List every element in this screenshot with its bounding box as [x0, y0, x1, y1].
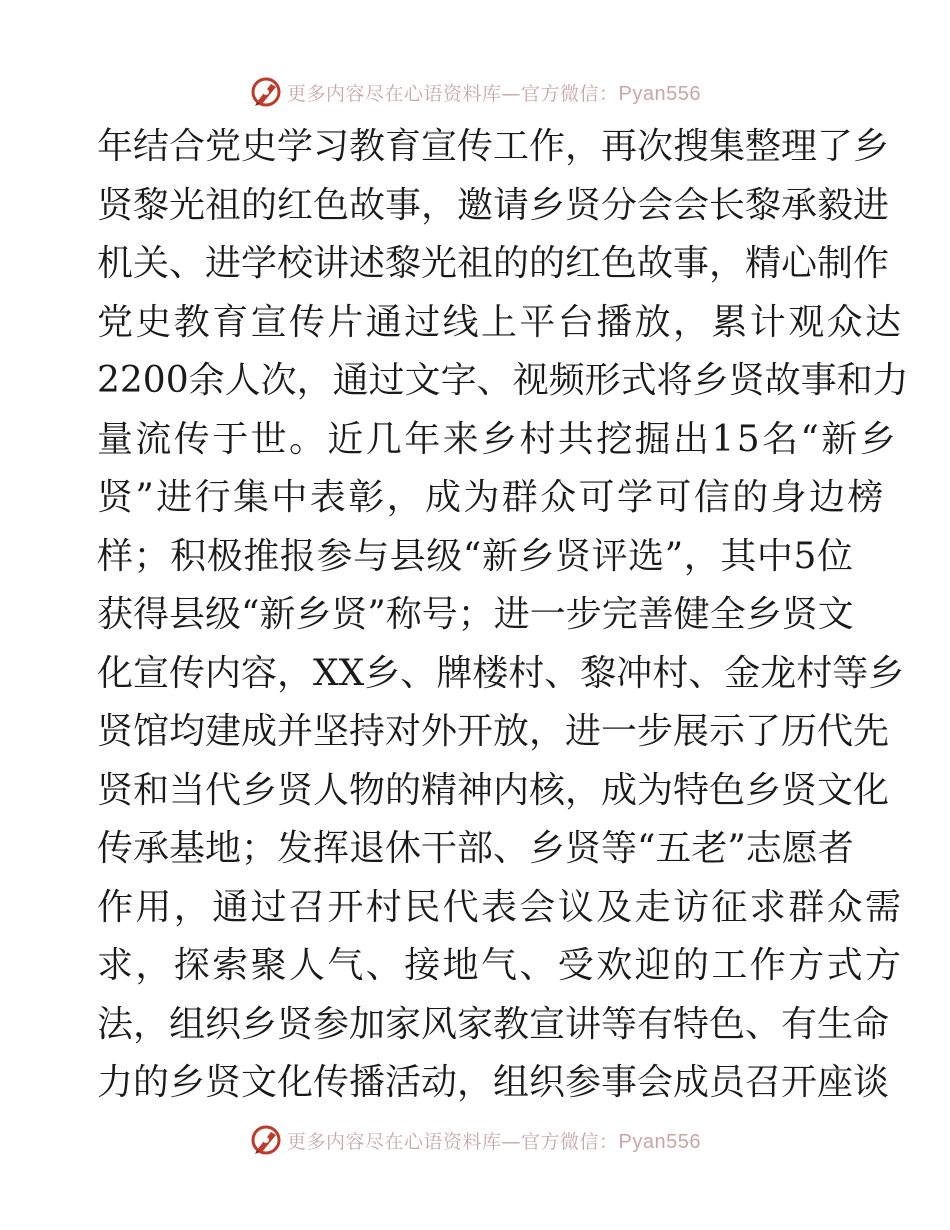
text-line: 贤馆均建成并坚持对外开放，进一步展示了历代先 [97, 711, 890, 752]
text-line: 力的乡贤文化传播活动，组织参事会成员召开座谈 [97, 1062, 890, 1103]
watermark-text [287, 1127, 701, 1154]
text-line: 贤黎光祖的红色故事，邀请乡贤分会会长黎承毅进 [97, 184, 890, 226]
document-body [97, 118, 909, 1113]
text-line: 贤”进行集中表彰，成为群众可学可信的身边榜 [97, 477, 886, 518]
text-line: 量流传于世。近几年来乡村共挖掘出15名“新乡 [97, 418, 899, 460]
text-line: 获得县级“新乡贤”称号；进一步完善健全乡贤文 [97, 594, 854, 635]
text-line: 作用，通过召开村民代表会议及走访征求群众需 [97, 886, 904, 928]
text-line: 机关、进学校讲述黎光祖的的红色故事，精心制作 [97, 243, 890, 284]
text-line: 2200余人次，通过文字、视频形式将乡贤故事和力 [97, 360, 909, 401]
text-line: 求，探索聚人气、接地气、受欢迎的工作方式方 [97, 945, 904, 986]
text-line: 传承基地；发挥退休干部、乡贤等“五老”志愿者 [97, 828, 854, 869]
watermark-wechat-id: Pyan556 [618, 1130, 701, 1153]
watermark-promo-text: 更多内容尽在心语资料库—官方微信： [287, 1130, 619, 1153]
text-line: 党史教育宣传片通过线上平台播放，累计观众达 [97, 301, 904, 343]
watermark-wechat-id: Pyan556 [618, 82, 701, 105]
footer-watermark [0, 1120, 950, 1160]
red-pen-logo-icon [249, 1123, 283, 1157]
header-watermark [0, 72, 950, 112]
watermark-text [287, 79, 701, 106]
text-line: 样；积极推报参与县级“新乡贤评选”，其中5位 [97, 535, 853, 577]
text-line: 年结合党史学习教育宣传工作，再次搜集整理了乡 [97, 126, 890, 167]
text-line: 贤和当代乡贤人物的精神内核，成为特色乡贤文化 [97, 769, 890, 811]
text-line: 法，组织乡贤参加家风家教宣讲等有特色、有生命 [97, 1003, 890, 1045]
watermark-promo-text: 更多内容尽在心语资料库—官方微信： [287, 82, 619, 105]
red-pen-logo-icon [249, 75, 283, 109]
text-line: 化宣传内容，XX乡、牌楼村、黎冲村、金龙村等乡 [97, 652, 905, 694]
